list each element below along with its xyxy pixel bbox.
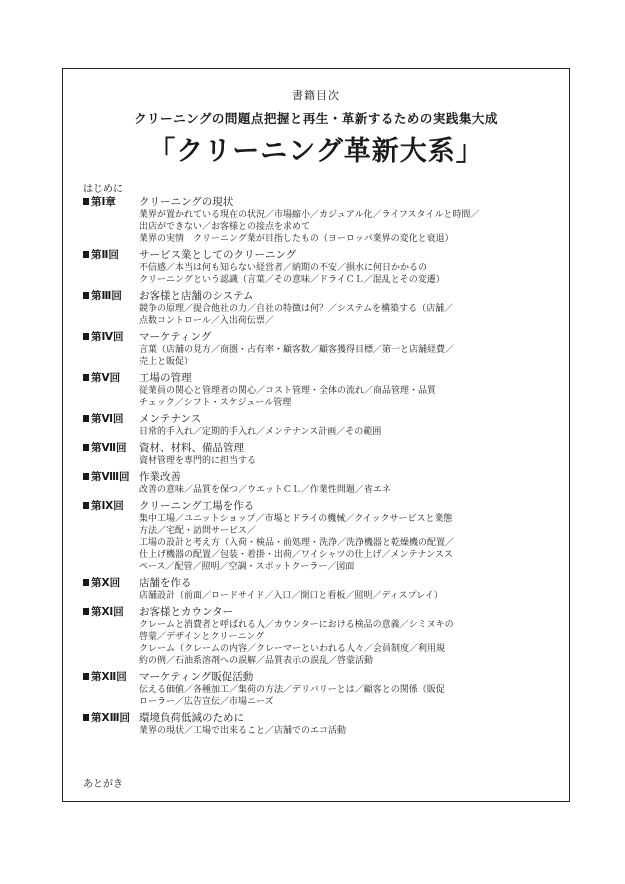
chapter-title: 工場の管理 <box>139 372 192 384</box>
chapter-number: 第Ⅺ回 <box>83 606 139 619</box>
chapter-entry <box>83 471 563 496</box>
chapter-number: 第Ⅵ回 <box>83 413 139 426</box>
chapter-title: お客様と店舗のシステム <box>139 290 254 302</box>
chapter-entry <box>83 712 563 737</box>
chapter-header <box>83 471 563 484</box>
chapter-entry <box>83 196 563 245</box>
chapter-header <box>83 442 563 455</box>
chapter-entry <box>83 290 563 327</box>
chapter-header <box>83 331 563 344</box>
chapter-header <box>83 249 563 262</box>
chapter-number: 第Ⅶ回 <box>83 442 139 455</box>
chapter-number: 第Ⅹ回 <box>83 577 139 590</box>
chapter-header <box>83 372 563 385</box>
chapter-topics: 業界が置かれている現在の状況／市場縮小／カジュアル化／ライフスタイルと時間／ 出店ができない／お客様との接点を求めて 業界の実情 クリーニング業が目指したもの（ヨーロッパ業界の変化と衰退） <box>139 210 480 244</box>
chapter-title: お客様とカウンター <box>139 606 234 618</box>
chapter-topics: 集中工場／ユニットショップ／市場とドライの機械／クイックサービスと業態 方法／宅配・訪問サービス／ 工場の設計と考え方（入荷・検品・前処理・洗浄／洗浄機器と乾燥機の配置／ 仕上げ機器の配置／包装・着掛・出荷／ワイシャツの仕上げ／メンテナンスス ペース／配管／照明／空調・スポットクーラー／図面 <box>139 514 455 572</box>
chapter-title: 資材、材料、備品管理 <box>139 442 244 454</box>
chapter-header <box>83 577 563 590</box>
chapter-entry <box>83 577 563 602</box>
chapter-header <box>83 290 563 303</box>
chapter-topics: 従業員の関心と管理者の関心／コスト管理・全体の流れ／商品管理・品質 チェック／シフト・スケジュール管理 <box>139 386 437 408</box>
chapter-title: サービス業としてのクリーニング <box>139 249 297 261</box>
chapter-number: 第Ⅳ回 <box>83 331 139 344</box>
chapter-number: 第Ⅷ回 <box>83 471 139 484</box>
book-subtitle: クリーニングの問題点把握と再生・革新するための実践集大成 <box>134 111 498 126</box>
chapter-header <box>83 196 563 209</box>
chapter-topics: 改善の意味／品質を保つ／ウエットＣＬ／作業性問題／省エネ <box>139 485 391 495</box>
chapter-number: 第Ⅰ章 <box>83 196 139 209</box>
chapter-title: クリーニング工場を作る <box>139 500 255 512</box>
chapter-number: 第ⅩⅢ回 <box>83 712 139 725</box>
chapter-number: 第Ⅻ回 <box>83 671 139 684</box>
chapter-entry <box>83 671 563 708</box>
chapter-title: マーケティング販促活動 <box>139 671 254 683</box>
chapter-number: 第Ⅱ回 <box>83 249 139 262</box>
chapter-entry <box>83 413 563 438</box>
chapter-entry <box>83 500 563 573</box>
chapter-entry <box>83 442 563 467</box>
book-title: 「クリーニング革新大系」 <box>148 136 484 167</box>
chapter-number: 第Ⅸ回 <box>83 500 139 513</box>
chapter-topics: 不信感／本当は何も知らない経営者／納期の不安／損水に何日かかるの クリーニングという認識（言葉／その意味／ドライＣＬ／混乱とその変遷） <box>139 263 445 285</box>
chapter-topics: 競争の原理／提合他社の力／自社の特徴は何？／システムを構築する（店舗／ 点数コントロール／入出荷伝票／ <box>139 304 454 326</box>
chapter-topics: 言葉（店舗の見方／商圏・占有率・顧客数／顧客獲得目標／第一と店舗経費／ 売上と販促） <box>139 345 455 367</box>
chapter-header <box>83 606 563 619</box>
chapter-topics: 業界の現状／工場で出来ること／店舗でのエコ活動 <box>139 726 347 736</box>
chapter-title: メンテナンス <box>139 413 202 425</box>
chapter-header <box>83 671 563 684</box>
chapter-topics: 店舗設計（前面／ロードサイド／入口／開口と看板／照明／ディスプレイ） <box>139 591 443 601</box>
chapter-entry <box>83 372 563 409</box>
chapter-title: 作業改善 <box>139 471 181 483</box>
chapter-number: 第Ⅲ回 <box>83 290 139 303</box>
intro-heading: はじめに <box>83 184 123 195</box>
chapter-list <box>83 196 563 741</box>
chapter-header <box>83 500 563 513</box>
chapter-title: マーケティング <box>139 331 212 343</box>
outro-heading: あとがき <box>83 779 123 790</box>
chapter-number: 第Ⅴ回 <box>83 372 139 385</box>
toc-frame <box>62 68 570 802</box>
chapter-topics: 日常的手入れ／定期的手入れ／メンテナンス計画／その範囲 <box>139 427 382 437</box>
chapter-header <box>83 712 563 725</box>
chapter-entry <box>83 331 563 368</box>
chapter-topics: 伝える価値／各種加工／集荷の方法／デリバリーとは／顧客との関係（販促 ローラー／広告宣伝／市場ニーズ <box>139 685 445 707</box>
chapter-entry <box>83 606 563 667</box>
chapter-topics: 資材管理を専門的に担当する <box>139 456 257 466</box>
chapter-title: 店舗を作る <box>139 577 192 589</box>
chapter-topics: クレームと消費者と呼ばれる人／カウンターにおける検品の意義／シミヌキの 啓蒙／デザインとクリーニング クレーム（クレームの内容／クレーマーといわれる人々／会員制度／利用規 約の例／石油系溶剤への誤解／品質表示の誤乱／啓蒙活動 <box>139 620 454 666</box>
chapter-title: 環境負荷低減のために <box>139 712 244 724</box>
toc-label: 書籍目次 <box>292 89 340 102</box>
chapter-title: クリーニングの現状 <box>139 196 234 208</box>
chapter-entry <box>83 249 563 286</box>
chapter-header <box>83 413 563 426</box>
